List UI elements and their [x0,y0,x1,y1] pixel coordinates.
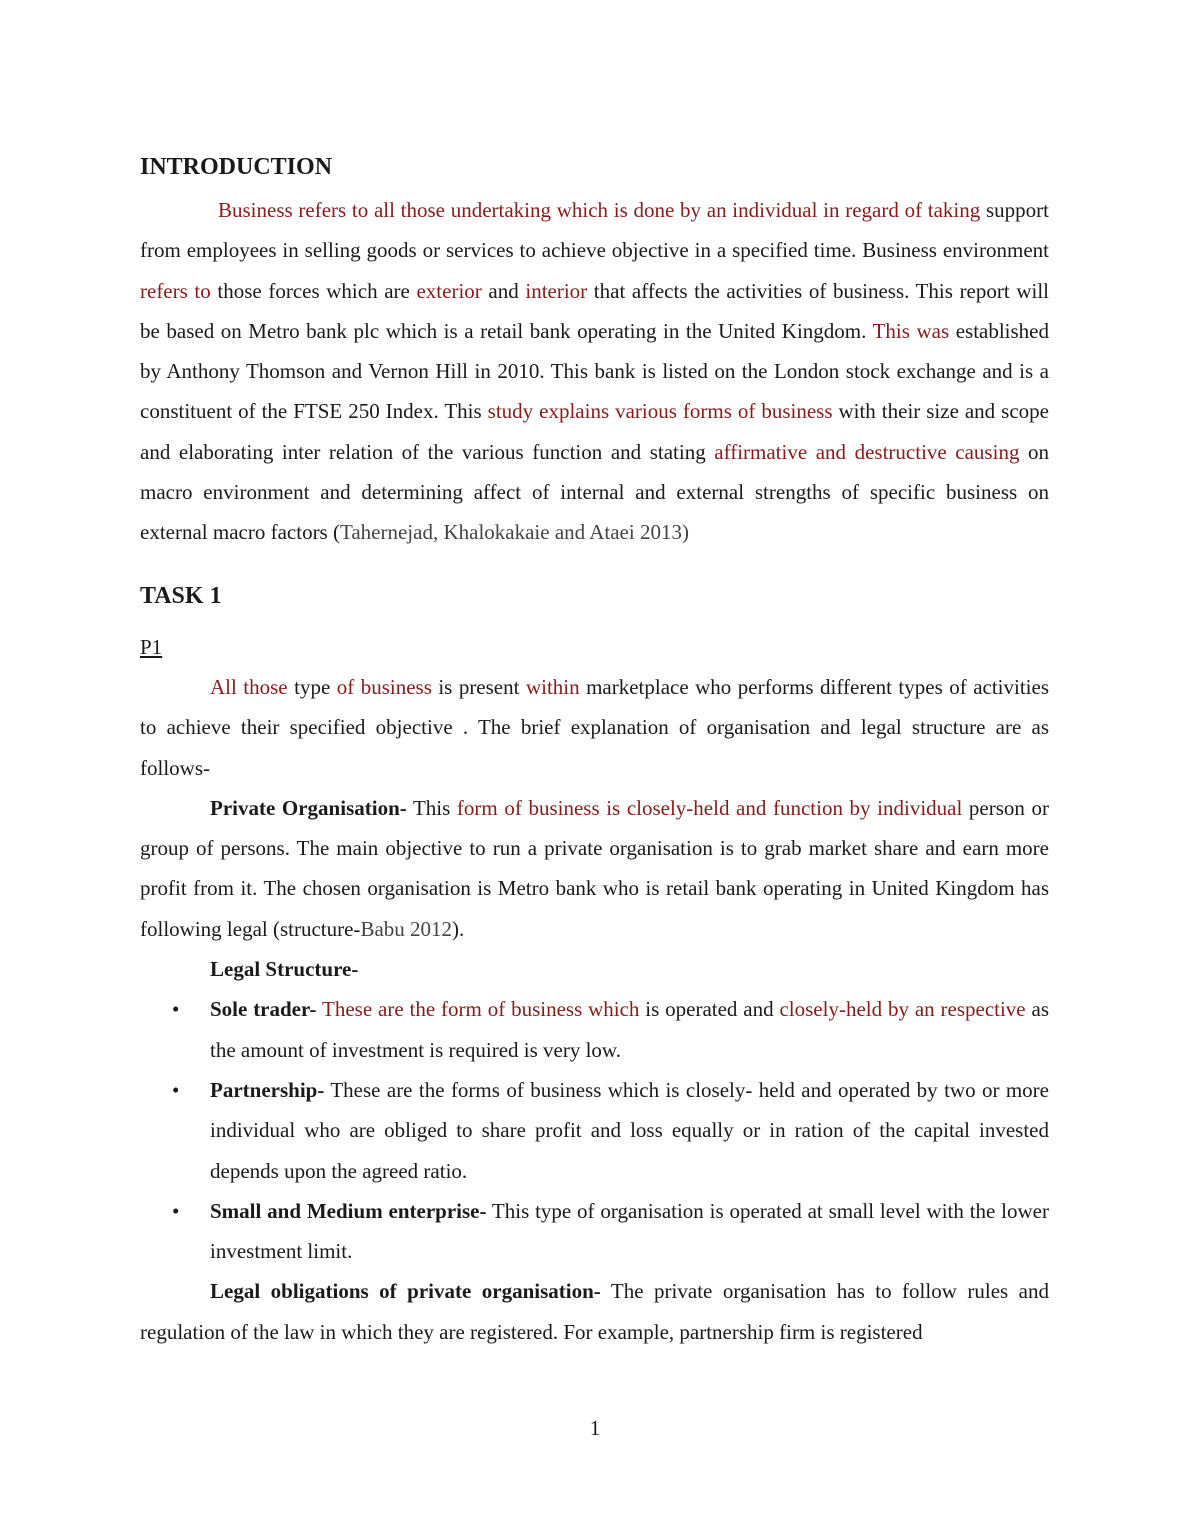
task1-heading: TASK 1 [140,582,222,609]
text-span: These are the form of business which [322,997,640,1022]
introduction-heading: INTRODUCTION [140,154,333,180]
text-span: is operated and [639,997,780,1022]
bullet-icon: • [172,997,180,1022]
text-span: refers to [140,278,211,303]
text-span: with their size and scope and elaborating inter relation of the various function and stating [140,399,1049,464]
text-span: those forces which are [210,278,417,303]
list-item-label: Partnership- [210,1077,325,1102]
text-span: marketplace who performs different types of activities to achieve their specified objective . The brief explanation of organisation and legal structure are as follows- [140,674,1049,780]
text-span: support from employees in selling goods or services to achieve objective in a specified time. Business environment [140,198,1049,263]
text-span: The private organisation has to follow rules and regulation of the law in which they are registered. For example, partnership firm is registered [140,1279,1049,1344]
page-number: 1 [589,1416,601,1440]
text-span: within [525,674,580,699]
text-span: exterior [416,278,482,303]
text-span: that affects the activities of business. This report will be based on Metro bank plc which is a retail bank operating in the United Kingdom. [140,278,1049,343]
text-span: These are the forms of business which is closely- held and operated by two or more individual who are obliged to share profit and loss equally or in ration of the capital invested depends upon the agreed ratio. [210,1077,1049,1183]
p1-label: P1 [140,634,163,659]
text-span: affirmative and destructive causing [714,439,1020,464]
page-content [140,150,1049,1352]
private-organisation-label: Private Organisation- [210,795,407,820]
legal-structure-label [140,949,1049,989]
text-span: is present [431,674,526,699]
text-span: All those [210,674,288,699]
text-span: form of business is closely-held and function by individual [456,795,963,820]
list-item-sole-trader [172,989,1049,1070]
bullet-icon: • [172,1077,180,1102]
text-span: person or group of persons. The main objective to run a private organisation is to grab market share and earn more profit from it. The chosen organisation is Metro bank who is retail bank operating in United Kingdom has following legal (structure- [140,795,1050,941]
bullet-icon: • [172,1198,180,1223]
text-span: Business refers to all those undertaking which is done by an individual in regard of taking [218,198,981,222]
task1-paragraph [140,667,1049,788]
text-span: of business [336,674,432,699]
text-span: on macro environment and determining affect of internal and external strengths of specific business on external macro factors ( [140,439,1050,545]
text-span: established by Anthony Thomson and Vernon Hill in 2010. This bank is listed on the London stock exchange and is a constituent of the FTSE 250 Index. This [140,318,1050,424]
list-item-partnership [172,1070,1049,1191]
list-item-sme [172,1191,1049,1272]
citation: Babu 2012 [360,916,453,941]
private-organisation-paragraph [140,788,1049,949]
text-span: study explains various forms of business [487,399,833,424]
introduction-paragraph [140,190,1049,553]
legal-obligations-label: Legal obligations of private organisation- [210,1279,601,1304]
list-item-label: Sole trader- [210,997,317,1022]
text-span: interior [525,278,588,303]
legal-obligations-paragraph [140,1271,1049,1352]
text-span: This [406,795,457,820]
legal-structure-text: Legal Structure- [210,957,359,982]
text-span: as the amount of investment is required is very low. [210,997,1049,1062]
text-span: type [287,674,337,699]
text-span: closely-held by an respective [779,997,1026,1022]
text-span: This type of organisation is operated at small level with the lower investment limit. [210,1198,1049,1264]
text-span: ). [452,916,465,941]
legal-structure-list [140,989,1049,1271]
list-item-label: Small and Medium enterprise- [210,1198,487,1223]
citation: Tahernejad, Khalokakaie and Ataei 2013) [339,520,689,545]
text-span: This was [872,318,950,343]
text-span: and [481,278,526,303]
